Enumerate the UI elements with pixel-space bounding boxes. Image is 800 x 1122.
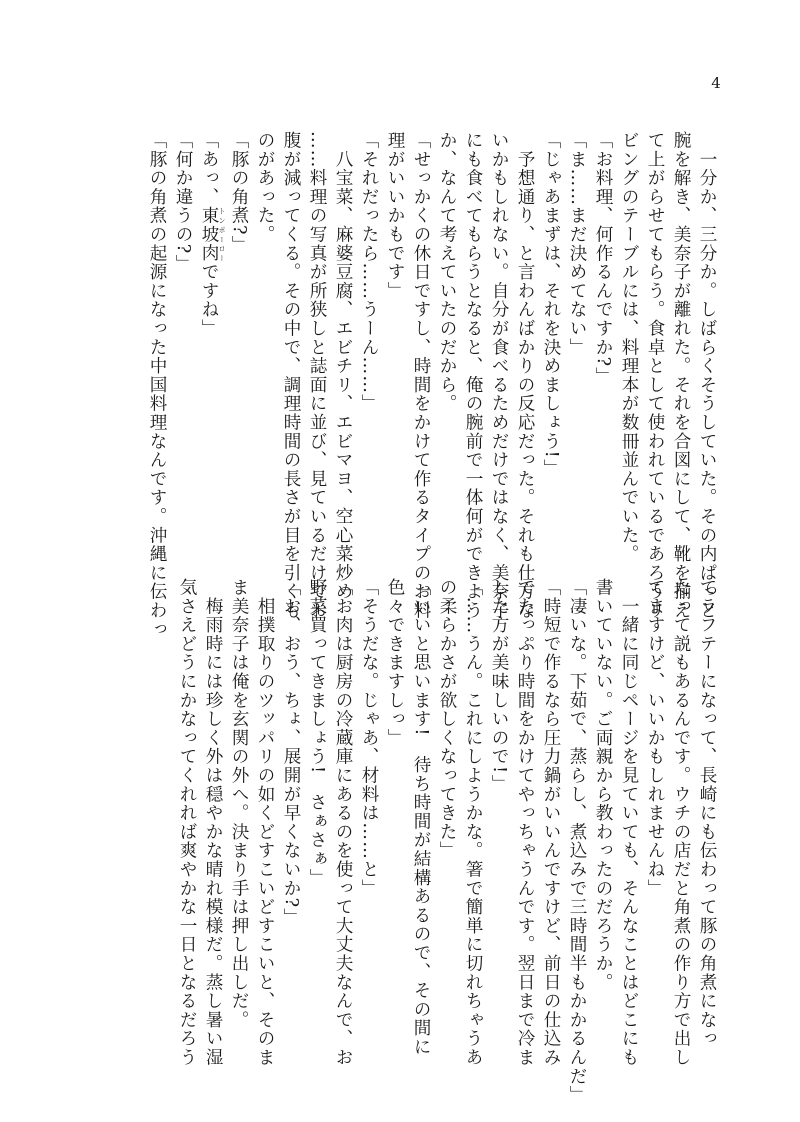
text-line: 「時短で作るなら圧力鍋がいいんですけど、前日の仕込み bbox=[541, 578, 561, 1067]
text-line: てラフテーになって、長崎にも伝わって豚の角煮になっ bbox=[697, 578, 717, 1048]
text-line: 「そうだな。じゃあ、材料は……と」 bbox=[359, 578, 379, 898]
text-line: の柔らかさが欲しくなってきた」 bbox=[437, 578, 457, 860]
text-block-bottom bbox=[174, 578, 720, 1105]
text-line: 相撲取りのツッパリの如くどすこいどすこいと、そのま bbox=[255, 578, 275, 1067]
text-line: ……料理の写真が所狭しと誌面に並び、見ているだけでお bbox=[307, 131, 327, 620]
ruby-base: 東坡肉 bbox=[199, 206, 219, 263]
text-line: 「ま……まだ決めてない」 bbox=[567, 131, 587, 357]
text-line: のがあった。 bbox=[255, 131, 275, 244]
text-line: ま美奈子は俺を玄関の外へ。決まり手は押し出しだ。 bbox=[229, 578, 249, 1030]
text-line: 八宝菜、麻婆豆腐、エビチリ、エビマヨ、空心菜炒め bbox=[333, 131, 353, 601]
text-line: 一緒に同じページを見ていても、そんなことはどこにも bbox=[619, 578, 639, 1067]
text-line: 「いいと思います! 待ち時間が結構あるので、その間に bbox=[411, 578, 431, 1057]
text-line: 腹が減ってくる。その中で、調理時間の長さが目を引くも bbox=[281, 131, 301, 620]
text-line: か、なんて考えていたのだから。 bbox=[437, 131, 457, 413]
text-line: した方が美味しいので!」 bbox=[489, 578, 509, 794]
text-line: 「お、おう、ちょ、展開が早くないか?」 bbox=[281, 578, 301, 928]
text-line: たって説もあるんです。ウチの店だと角煮の作り方で出し bbox=[671, 578, 691, 1067]
text-line: 理がいいかもです」 bbox=[385, 131, 405, 301]
text-line: て上がらせてもらう。食卓として使われているであろうリ bbox=[645, 131, 665, 620]
text-line: 野菜買ってきましょう! さぁさぁ」 bbox=[307, 578, 327, 888]
text-fragment: 「あっ、 bbox=[199, 131, 219, 207]
text-line: 書いていない。ご両親から教わったのだろうか。 bbox=[593, 578, 613, 992]
text-line: てますけど、いいかもしれませんね」 bbox=[645, 578, 665, 898]
ruby-word bbox=[199, 206, 226, 263]
text-line: 一分か、三分か。しばらくそうしていた。その内ぱっと bbox=[697, 131, 717, 620]
text-line: 「じゃあまずは、それを決めましょう!」 bbox=[541, 131, 561, 478]
text-line: 梅雨時には珍しく外は穏やかな晴れ模様だ。蒸し暑い湿 bbox=[203, 578, 223, 1067]
text-line-with-ruby bbox=[196, 131, 226, 561]
text-block-top bbox=[144, 131, 720, 639]
text-line: 「せっかくの休日ですし、時間をかけて作るタイプのお料 bbox=[411, 131, 431, 620]
text-line: 「凄いな。下茹で、蒸らし、煮込みで三時間半もかかるんだ」 bbox=[567, 578, 587, 1105]
text-line: ビングのテーブルには、料理本が数冊並んでいた。 bbox=[619, 131, 639, 564]
text-line: 「豚の角煮?」 bbox=[229, 131, 249, 255]
text-line: 気さえどうにかなってくれれば爽やかな一日となるだろう bbox=[177, 578, 197, 1067]
text-line: 「何か違うの?」 bbox=[173, 131, 193, 274]
text-line: 「お肉は厨房の冷蔵庫にあるのを使って大丈夫なんで、お bbox=[333, 578, 353, 1067]
text-line: 「お料理、何作るんですか?」 bbox=[593, 131, 613, 387]
text-line: 「豚の角煮の起源になった中国料理なんです。沖縄に伝わっ bbox=[147, 131, 167, 639]
text-line: 「それだったら……うーん……」 bbox=[359, 131, 379, 413]
text-line: 「……うん。これにしようかな。箸で簡単に切れちゃうあ bbox=[463, 578, 483, 1067]
text-line: いかもしれない。自分が食べるためだけではなく、美奈子 bbox=[489, 131, 509, 620]
text-line: 予想通り、と言わんばかりの反応だった。それも仕方な bbox=[515, 131, 535, 620]
ruby-reading: トンポーロー bbox=[218, 206, 226, 263]
page-number: 4 bbox=[711, 74, 721, 92]
text-line: にも食べてもらうとなると、俺の腕前で一体何ができよう bbox=[463, 131, 483, 620]
text-fragment: ですね」 bbox=[199, 262, 219, 338]
text-line: 色々できますしっ」 bbox=[385, 578, 405, 748]
text-line: 腕を解き、美奈子が離れた。それを合図にして、靴を揃え bbox=[671, 131, 691, 620]
text-line: でたっぷり時間をかけてやっちゃうんです。翌日まで冷ま bbox=[515, 578, 535, 1067]
